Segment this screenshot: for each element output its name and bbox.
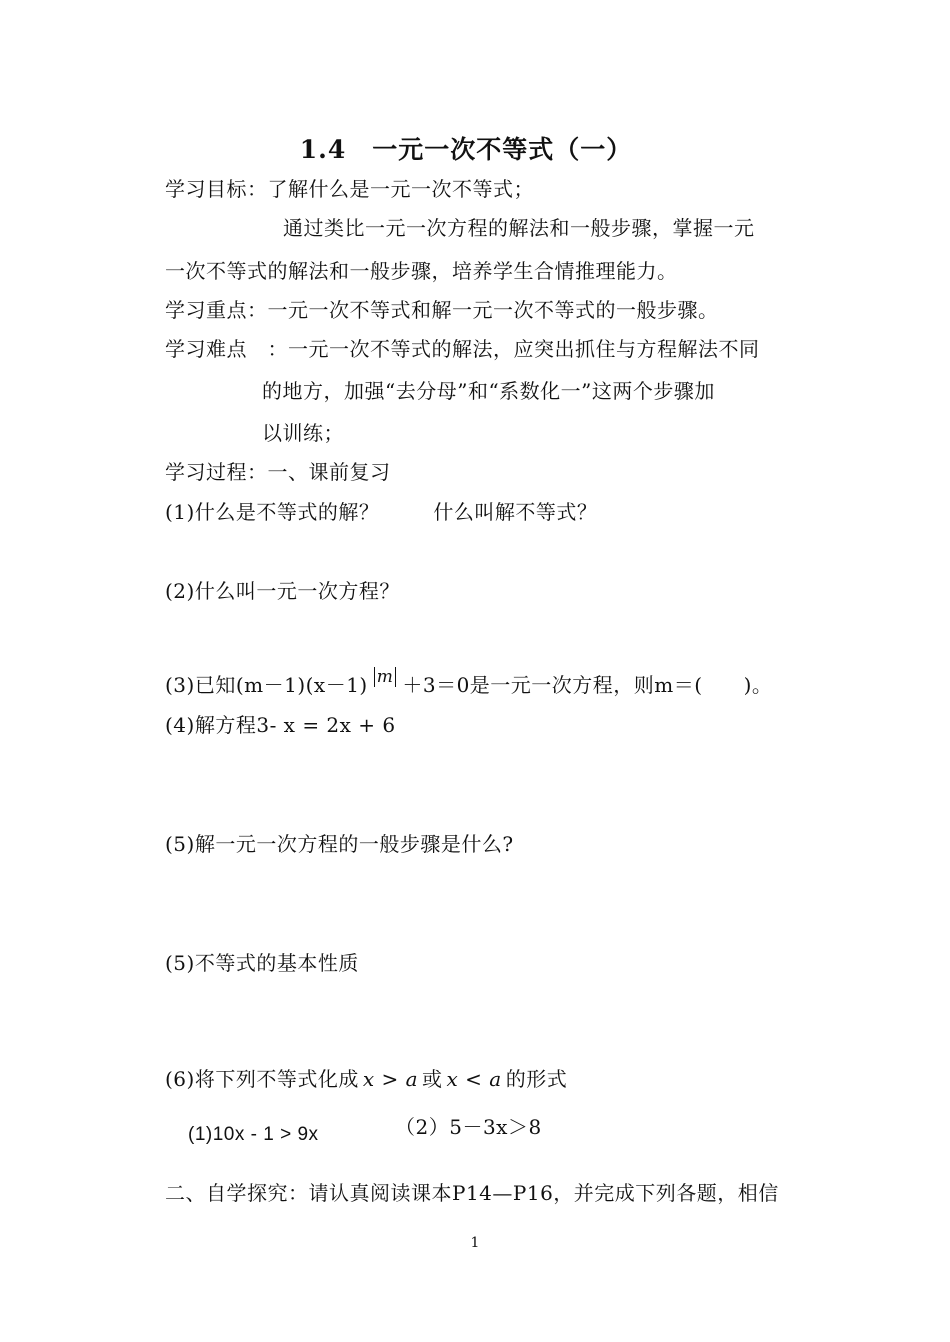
objectives-line-1: 学习目标：了解什么是一元一次不等式；	[165, 177, 534, 201]
difficulties-line-2: 的地方，加强“去分母”和“系数化一”这两个步骤加	[262, 379, 715, 403]
question-3	[165, 667, 773, 698]
question-3-after: ＋3＝0是一元一次方程，则m＝( )。	[402, 673, 773, 697]
question-2: (2)什么叫一元一次方程？	[165, 579, 400, 603]
question-6-mid: 或	[422, 1067, 443, 1091]
question-4-label: (4)解方程	[165, 713, 257, 737]
question-5: (5)解一元一次方程的一般步骤是什么?	[165, 832, 514, 856]
abs-m-exponent: m	[374, 667, 397, 687]
objectives-line-2: 通过类比一元一次方程的解法和一般步骤，掌握一元	[283, 216, 755, 240]
question-1a: (1)什么是不等式的解？	[165, 500, 380, 524]
question-3-before: (3)已知(m－1)(x－1)	[165, 673, 368, 697]
difficulties-line-3: 以训练；	[262, 421, 344, 445]
question-6-item-1: (1)10x - 1 > 9x	[188, 1124, 319, 1145]
difficulties-line-1	[165, 336, 760, 362]
question-4	[165, 712, 396, 738]
objectives-line-3: 一次不等式的解法和一般步骤，培养学生合情推理能力。	[165, 259, 678, 283]
question-6-after: 的形式	[505, 1067, 568, 1091]
question-6-item-2: （2）5－3x＞8	[395, 1115, 542, 1139]
difficulties-text-1: 一元一次不等式的解法，应突出抓住与方程解法不同	[288, 337, 760, 361]
question-4-equation: 3- x = 2x + 6	[256, 713, 396, 737]
page-title: 1.4 一元一次不等式（一）	[299, 135, 633, 164]
question-6-formula-2: x < a	[446, 1067, 502, 1091]
key-points: 学习重点：一元一次不等式和解一元一次不等式的一般步骤。	[165, 298, 719, 322]
question-1b: 什么叫解不等式？	[433, 500, 598, 524]
process-heading: 学习过程：一、课前复习	[165, 460, 391, 484]
difficulties-label: 学习难点 ：	[165, 337, 288, 361]
question-6-formula-1: x > a	[362, 1067, 419, 1091]
question-6-before: (6)将下列不等式化成	[165, 1067, 359, 1091]
question-6	[165, 1066, 567, 1092]
page-number: 1	[470, 1235, 480, 1251]
section-2-heading: 二、自学探究：请认真阅读课本P14—P16，并完成下列各题，相信	[165, 1181, 779, 1205]
question-5b: (5)不等式的基本性质	[165, 951, 359, 975]
question-1	[165, 499, 597, 525]
